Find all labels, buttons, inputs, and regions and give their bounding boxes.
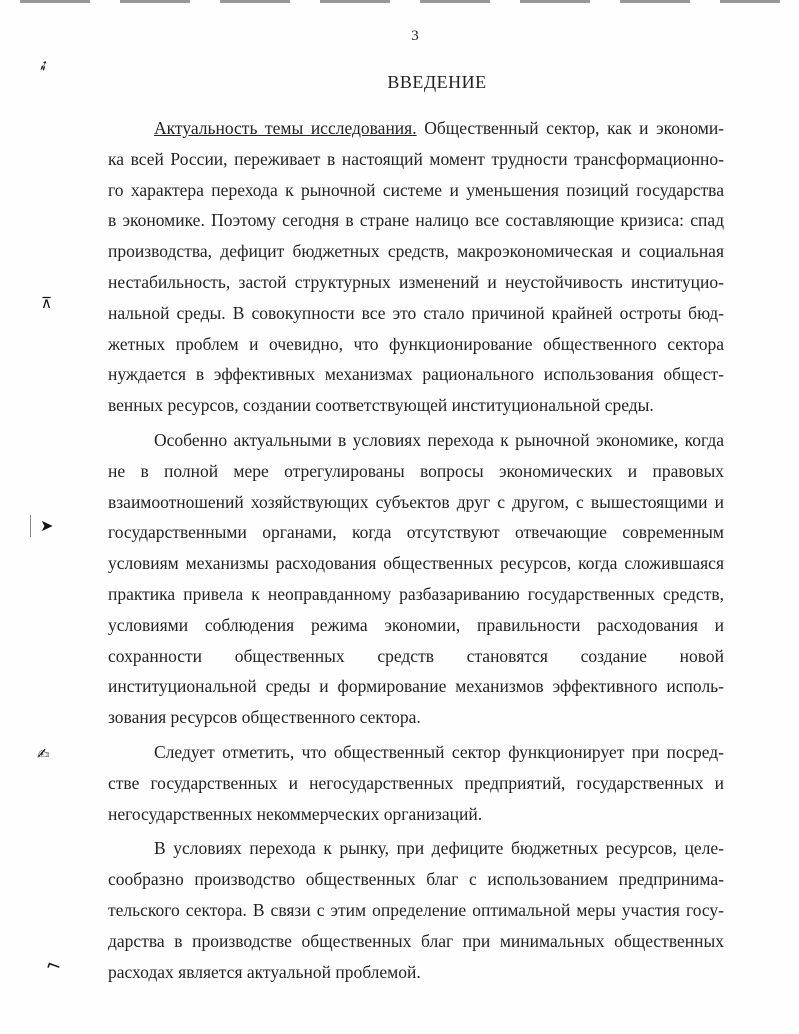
text-line: стве государственных и негосударственных предприятий, государственных и	[108, 772, 724, 793]
page-number: 3	[411, 28, 419, 44]
margin-mark: ⌐	[42, 954, 65, 979]
paragraph-4	[108, 833, 724, 987]
text-line: в экономике. Поэтому сегодня в стране налицо все составляющие кризиса: спад	[108, 210, 724, 231]
text-line: нальной среды. В совокупности все это стало причиной крайней остроты бюд-	[108, 302, 724, 323]
margin-rule	[30, 515, 31, 537]
margin-mark: ➶	[35, 56, 53, 76]
text-line: практика привела к неоправданному разбазариванию государственных средств,	[108, 583, 724, 604]
text-line: Следует отметить, что общественный сектор функционирует при посред-	[154, 741, 724, 762]
text-line	[108, 113, 724, 144]
text-line: расходах является актуальной проблемой.	[108, 961, 421, 982]
top-scan-rule	[20, 0, 780, 3]
text-line: ка всей России, переживает в настоящий момент трудности трансформационно-	[108, 148, 724, 169]
relevance-lead: Актуальность темы исследования.	[154, 118, 417, 138]
text-line: производства, дефицит бюджетных средств, макроэкономическая и социальная	[108, 241, 724, 262]
paragraph-2	[108, 425, 724, 733]
text-line: сообразно производство общественных благ с использованием предпринима-	[108, 869, 724, 890]
text-line: тельского сектора. В связи с этим определение оптимальной меры участия госу-	[108, 899, 724, 920]
text-line: взаимоотношений хозяйствующих субъектов друг с другом, с вышестоящими и	[108, 491, 724, 512]
text-line: нуждается в эффективных механизмах рационального использования общест-	[108, 364, 724, 385]
text-line: Особенно актуальными в условиях перехода к рыночной экономике, когда	[154, 429, 724, 450]
document-body	[108, 113, 724, 987]
text-line: негосударственных некоммерческих организаций.	[108, 803, 483, 824]
margin-mark: ➤	[40, 516, 54, 535]
text-line: институциональной среды и формирование механизмов эффективного исполь-	[108, 676, 724, 697]
text-line: нестабильность, застой структурных изменений и неустойчивость институцио-	[108, 271, 724, 292]
text-line: венных ресурсов, создании соответствующей институциональной среды.	[108, 395, 654, 416]
section-heading: ВВЕДЕНИЕ	[387, 72, 487, 92]
text-line: дарства в производстве общественных благ при минимальных общественных	[108, 930, 724, 951]
margin-mark: ✍	[37, 745, 50, 763]
text-line: Общественный сектор, как и экономи-	[424, 118, 724, 138]
text-line: условиями соблюдения режима экономии, правильности расходования и	[108, 614, 724, 635]
text-line: жетных проблем и очевидно, что функционирование общественного сектора	[108, 333, 724, 354]
text-line: государственными органами, когда отсутствуют отвечающие современным	[108, 522, 724, 543]
text-line: го характера перехода к рыночной системе и уменьшения позиций государства	[108, 179, 724, 200]
text-line: условиям механизмы расходования общественных ресурсов, когда сложившаяся	[108, 553, 724, 574]
text-line: В условиях перехода к рынку, при дефиците бюджетных ресурсов, целе-	[154, 838, 724, 859]
text-line: зования ресурсов общественного сектора.	[108, 707, 421, 728]
paragraph-1	[108, 113, 724, 421]
margin-mark: ⊼	[41, 294, 52, 312]
paragraph-3	[108, 737, 724, 829]
text-line: не в полной мере отрегулированы вопросы экономических и правовых	[108, 460, 724, 481]
text-line: сохранности общественных средств становятся создание новой	[108, 645, 724, 666]
